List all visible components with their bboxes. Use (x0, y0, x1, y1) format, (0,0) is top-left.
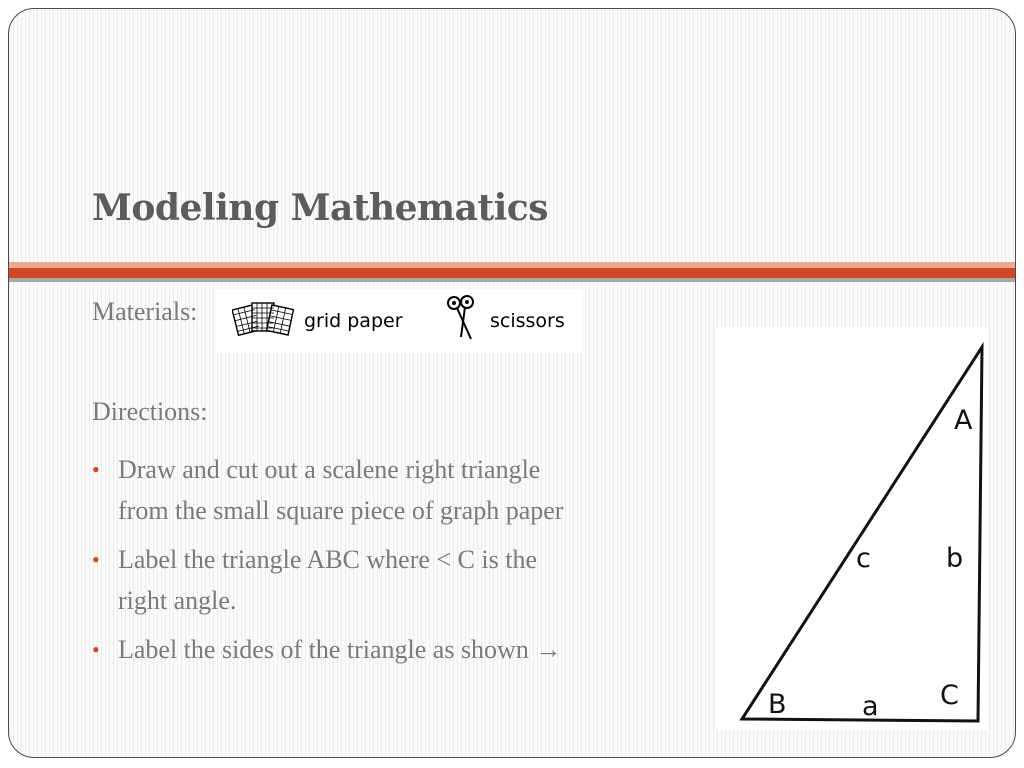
grid-paper-icon (232, 297, 294, 346)
directions-label: Directions: (92, 397, 208, 426)
slide-title: Modeling Mathematics (92, 187, 548, 229)
bullet-text: Draw and cut out a scalene right triangle from the small square piece of graph paper (118, 455, 564, 525)
side-label-c: c (856, 543, 871, 574)
scissors-icon (444, 294, 480, 349)
right-triangle-outline (742, 347, 982, 721)
vertex-label-c: C (940, 680, 959, 711)
material-label-scissors: scissors (490, 310, 565, 332)
bullet-dot-icon: • (92, 637, 100, 662)
bullet-dot-icon: • (92, 547, 100, 572)
directions-list (92, 449, 652, 678)
materials-label: Materials: (92, 297, 198, 326)
bullet-text: Label the sides of the triangle as shown → (118, 635, 562, 664)
vertex-label-b: B (768, 689, 787, 720)
list-item (92, 449, 652, 531)
title-divider (9, 268, 1015, 278)
list-item (92, 629, 652, 670)
list-item (92, 539, 652, 621)
materials-strip (216, 289, 582, 353)
material-scissors (444, 289, 565, 353)
bullet-text: Label the triangle ABC where < C is the right angle. (118, 545, 538, 615)
vertex-label-a: A (954, 405, 973, 436)
bullet-dot-icon: • (92, 457, 100, 482)
material-grid-paper (232, 289, 403, 353)
material-label-grid-paper: grid paper (304, 310, 403, 332)
slide (8, 8, 1016, 758)
triangle-figure (716, 327, 988, 730)
side-label-b: b (946, 543, 964, 574)
title-divider-shadow (9, 278, 1015, 282)
side-label-a: a (862, 691, 879, 722)
